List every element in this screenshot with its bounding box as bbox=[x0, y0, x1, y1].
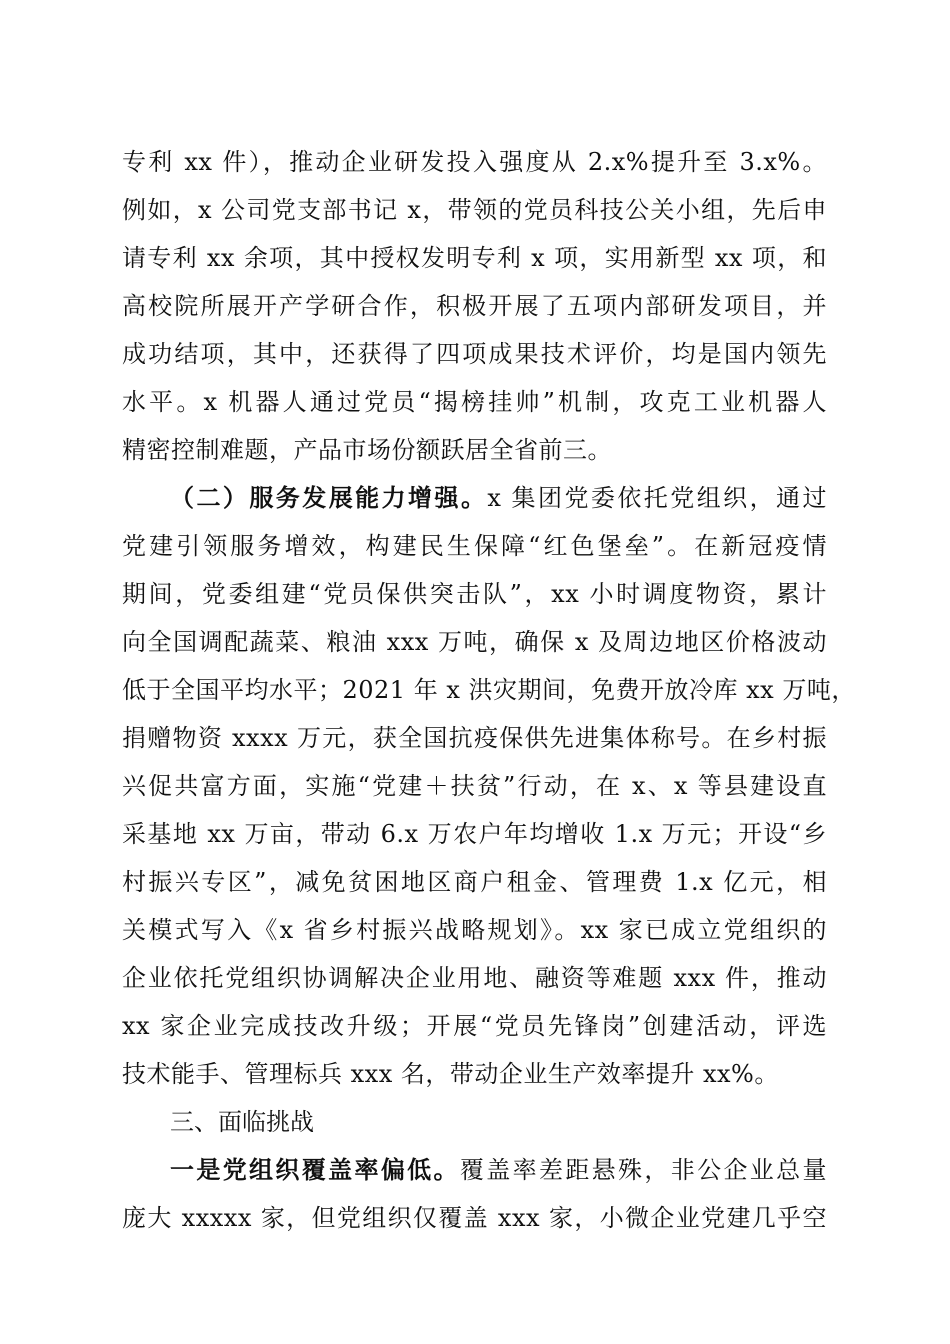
text-line: 关模式写入《x 省乡村振兴战略规划》。xx 家已成立党组织的 bbox=[122, 916, 827, 944]
text-line: 捐赠物资 xxxx 万元，获全国抗疫保供先进集体称号。在乡村振 bbox=[122, 724, 827, 752]
text-line: 例如，x 公司党支部书记 x，带领的党员科技公关小组，先后申 bbox=[122, 196, 827, 224]
text-line: 兴促共富方面，实施“党建＋扶贫”行动，在 x、x 等县建设直 bbox=[122, 772, 827, 800]
text-line: 水平。x 机器人通过党员“揭榜挂帅”机制，攻克工业机器人 bbox=[122, 388, 827, 416]
text-line: 高校院所展开产学研合作，积极开展了五项内部研发项目，并 bbox=[122, 292, 827, 320]
paragraph-lead-rest: 覆盖率差距悬殊，非公企业总量 bbox=[459, 1156, 828, 1184]
section-heading: 三、面临挑战 bbox=[170, 1108, 314, 1136]
text-line: 企业依托党组织协调解决企业用地、融资等难题 xxx 件，推动 bbox=[122, 964, 827, 992]
text-line: 成功结项，其中，还获得了四项成果技术评价，均是国内领先 bbox=[122, 340, 827, 368]
text-line: xx 家企业完成技改升级；开展“党员先锋岗”创建活动，评选 bbox=[122, 1012, 827, 1040]
text-line: 专利 xx 件），推动企业研发投入强度从 2.x%提升至 3.x%。 bbox=[122, 148, 827, 176]
text-line: 采基地 xx 万亩，带动 6.x 万农户年均增收 1.x 万元；开设“乡 bbox=[122, 820, 827, 848]
text-line: 村振兴专区”，减免贫困地区商户租金、管理费 1.x 亿元，相 bbox=[122, 868, 827, 896]
paragraph-first-line bbox=[170, 1152, 827, 1188]
paragraph-lead-rest: x 集团党委依托党组织，通过 bbox=[487, 484, 827, 512]
text-line: 低于全国平均水平；2021 年 x 洪灾期间，免费开放冷库 xx 万吨， bbox=[122, 676, 856, 704]
paragraph-lead: （二）服务发展能力增强。 bbox=[170, 483, 488, 512]
text-line: 向全国调配蔬菜、粮油 xxx 万吨，确保 x 及周边地区价格波动 bbox=[122, 628, 827, 656]
text-line: 期间，党委组建“党员保供突击队”，xx 小时调度物资，累计 bbox=[122, 580, 827, 608]
paragraph-first-line bbox=[170, 480, 827, 516]
text-line: 技术能手、管理标兵 xxx 名，带动企业生产效率提升 xx%。 bbox=[122, 1060, 779, 1088]
text-line: 请专利 xx 余项，其中授权发明专利 x 项，实用新型 xx 项，和 bbox=[122, 244, 827, 272]
text-line: 庞大 xxxxx 家，但党组织仅覆盖 xxx 家，小微企业党建几乎空 bbox=[122, 1204, 827, 1232]
paragraph-lead: 一是党组织覆盖率偏低。 bbox=[170, 1155, 460, 1184]
text-line: 精密控制难题，产品市场份额跃居全省前三。 bbox=[122, 436, 612, 464]
text-line: 党建引领服务增效，构建民生保障“红色堡垒”。在新冠疫情 bbox=[122, 532, 827, 560]
